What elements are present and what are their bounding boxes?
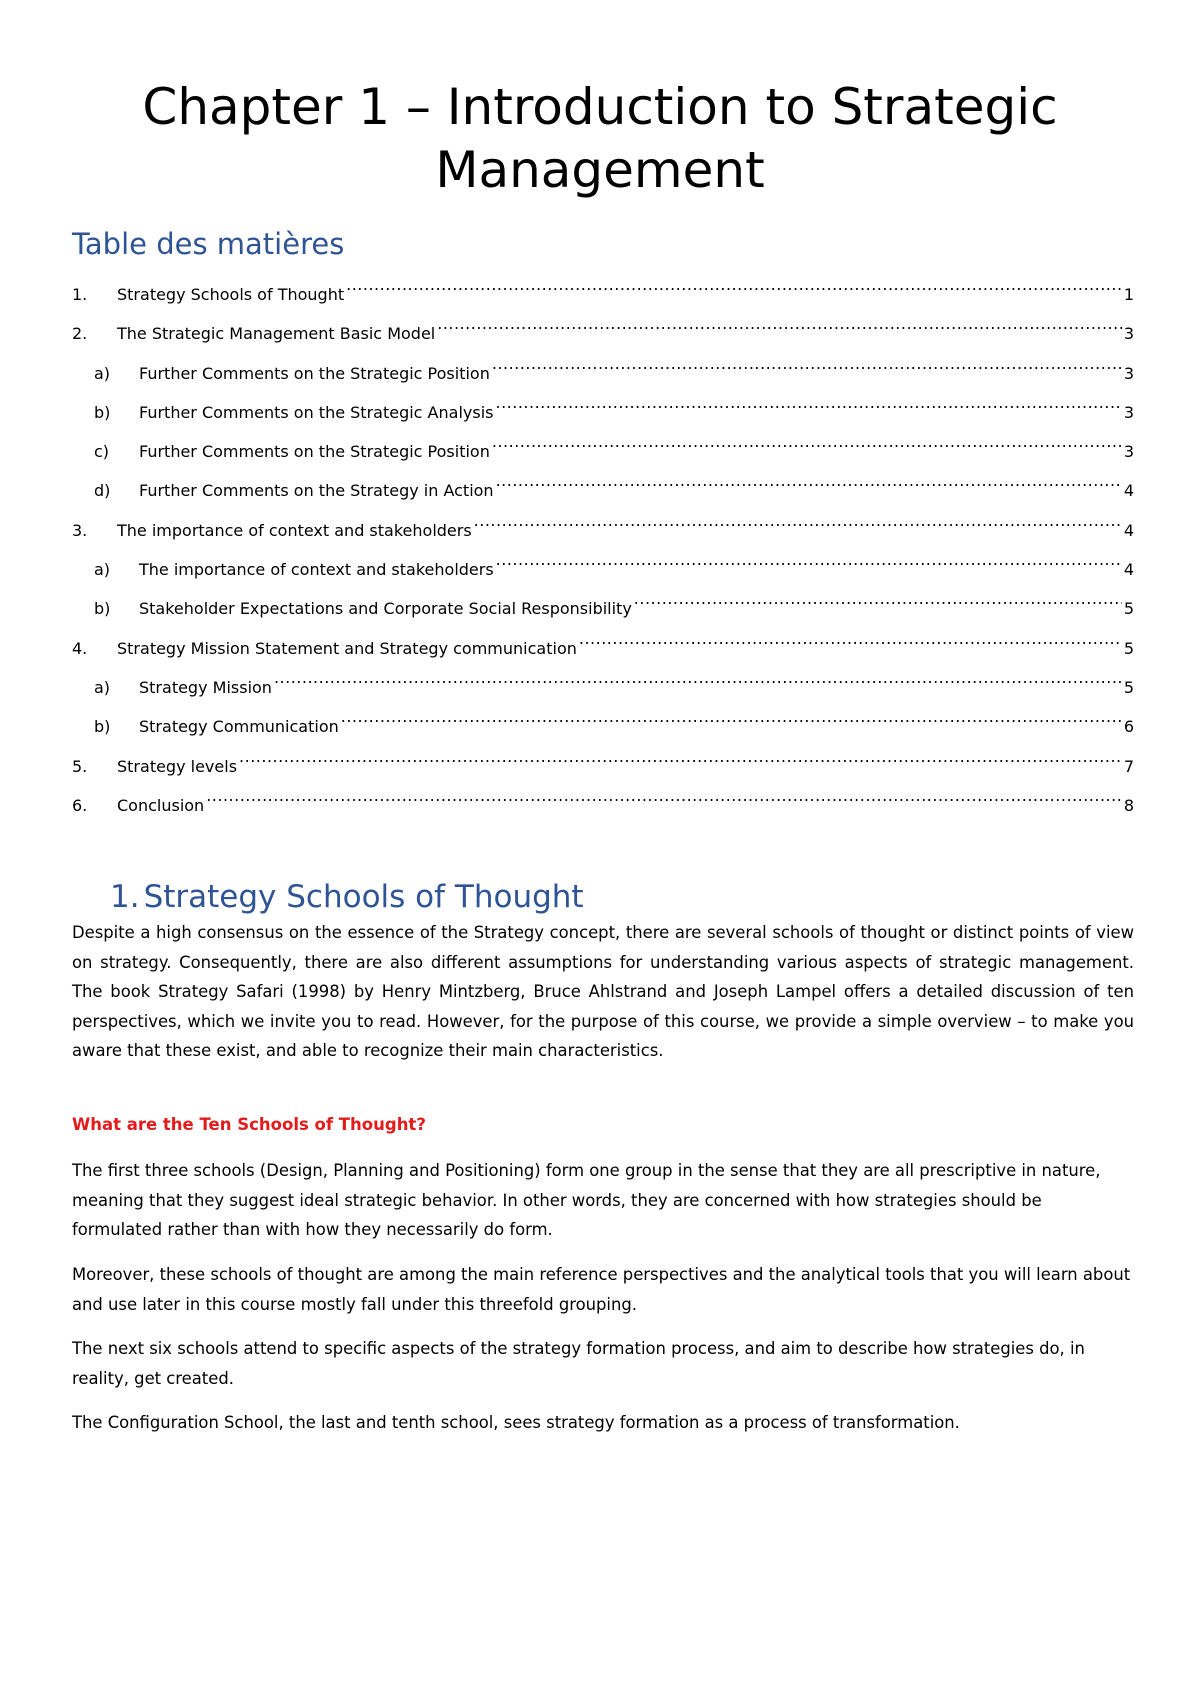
toc-entry-label: Further Comments on the Strategy in Action: [139, 481, 494, 501]
toc-entry-page: 5: [1123, 638, 1134, 658]
toc-entry-number: c): [94, 442, 110, 462]
section-heading: [110, 878, 584, 916]
toc-leader-dots: [496, 466, 1122, 496]
toc-entry[interactable]: [72, 309, 1134, 348]
toc-entry-number: 1.: [72, 285, 88, 304]
toc-entry[interactable]: [72, 742, 1134, 781]
toc-entry-number: 6.: [72, 795, 88, 815]
toc-entry-page: 1: [1123, 285, 1134, 304]
toc-leader-dots: [206, 781, 1122, 811]
toc-entry-label: Strategy Mission Statement and Strategy communication: [117, 638, 577, 658]
toc-entry-page: 7: [1123, 756, 1134, 776]
toc-entry-number: a): [94, 363, 111, 383]
toc-entry-number: b): [94, 402, 111, 422]
toc-entry-label: Further Comments on the Strategic Position: [139, 363, 490, 383]
toc-entry[interactable]: [72, 270, 1134, 309]
toc-entry[interactable]: [72, 624, 1134, 663]
toc-entry-page: 3: [1123, 324, 1134, 344]
body-paragraph: The first three schools (Design, Planning and Positioning) form one group in the sense that they are all prescriptive in nature, meaning that they suggest ideal strategic behavior. In other words, they are concerned with how strategies should be formulated rather than with how they necessarily do form.: [72, 1161, 1101, 1239]
toc-entry-label: The Strategic Management Basic Model: [117, 324, 436, 344]
toc-entry-number: 3.: [72, 520, 88, 540]
body-paragraph: The Configuration School, the last and tenth school, sees strategy formation as a process of transformation.: [72, 1413, 960, 1432]
toc-leader-dots: [492, 349, 1122, 379]
section-number: 1.: [110, 879, 140, 915]
toc-entry[interactable]: [72, 506, 1134, 545]
toc-entry-label: Strategy Communication: [139, 717, 339, 737]
toc-entry[interactable]: [72, 781, 1134, 820]
section-question: What are the Ten Schools of Thought?: [72, 1115, 426, 1134]
toc-entry-page: 3: [1123, 363, 1134, 383]
toc-leader-dots: [474, 506, 1122, 536]
toc-leader-dots: [579, 624, 1122, 654]
toc-entry-page: 3: [1123, 442, 1134, 462]
toc-entry[interactable]: [72, 349, 1134, 388]
toc-entry-label: Strategy Schools of Thought: [117, 285, 345, 304]
body-paragraph: The next six schools attend to specific aspects of the strategy formation process, and aim to describe how strategies do, in reality, get created.: [72, 1339, 1085, 1388]
toc-entry-number: 4.: [72, 638, 88, 658]
toc-leader-dots: [496, 545, 1122, 575]
toc-entry[interactable]: [72, 663, 1134, 702]
toc-entry[interactable]: [72, 545, 1134, 584]
toc-entry-number: d): [94, 481, 111, 501]
toc-entry-label: Stakeholder Expectations and Corporate Social Responsibility: [139, 599, 632, 619]
body-paragraph: Moreover, these schools of thought are among the main reference perspectives and the analytical tools that you will learn about and use later in this course mostly fall under this threefold grouping.: [72, 1265, 1131, 1314]
table-of-contents: [72, 270, 1134, 820]
toc-entry-label: Further Comments on the Strategic Analysis: [139, 402, 494, 422]
toc-entry-number: 5.: [72, 756, 88, 776]
toc-entry-label: Strategy levels: [117, 756, 238, 776]
toc-heading: Table des matières: [72, 227, 345, 261]
toc-leader-dots: [346, 270, 1122, 300]
toc-entry-number: b): [94, 717, 111, 737]
toc-entry-number: b): [94, 599, 111, 619]
toc-entry-label: The importance of context and stakeholders: [117, 520, 472, 540]
toc-entry-page: 8: [1123, 795, 1134, 815]
toc-entry[interactable]: [72, 388, 1134, 427]
toc-leader-dots: [634, 584, 1122, 614]
toc-leader-dots: [437, 309, 1122, 339]
toc-entry-label: Strategy Mission: [139, 677, 272, 697]
toc-entry-page: 3: [1123, 402, 1134, 422]
toc-entry-number: 2.: [72, 324, 88, 344]
toc-entry-page: 6: [1123, 717, 1134, 737]
toc-entry-label: Further Comments on the Strategic Position: [139, 442, 490, 462]
toc-entry-label: The importance of context and stakeholders: [139, 560, 494, 580]
toc-entry-page: 5: [1123, 677, 1134, 697]
section-title: Strategy Schools of Thought: [143, 879, 584, 915]
intro-paragraph: Despite a high consensus on the essence of the Strategy concept, there are several schools of thought or distinct points of view on strategy. Consequently, there are also different assumptions for understanding various aspects of strategic management. The book Strategy Safari (1998) by Henry Mintzberg, Bruce Ahlstrand and Joseph Lampel offers a detailed discussion of ten perspectives, which we invite you to read. However, for the purpose of this course, we provide a simple overview – to make you aware that these exist, and able to recognize their main characteristics.: [72, 923, 1134, 1060]
toc-entry-page: 4: [1123, 520, 1134, 540]
toc-entry-number: a): [94, 560, 111, 580]
document-title: Chapter 1 – Introduction to Strategic Management: [142, 78, 1058, 199]
toc-leader-dots: [492, 427, 1122, 457]
toc-entry[interactable]: [72, 702, 1134, 741]
toc-entry[interactable]: [72, 584, 1134, 623]
toc-leader-dots: [239, 742, 1122, 772]
toc-entry[interactable]: [72, 427, 1134, 466]
toc-entry[interactable]: [72, 466, 1134, 505]
toc-entry-page: 5: [1123, 599, 1134, 619]
toc-entry-label: Conclusion: [117, 795, 205, 815]
toc-entry-page: 4: [1123, 481, 1134, 501]
toc-leader-dots: [495, 388, 1121, 418]
toc-entry-number: a): [94, 677, 111, 697]
toc-leader-dots: [274, 663, 1122, 693]
toc-leader-dots: [341, 702, 1122, 732]
toc-entry-page: 4: [1123, 560, 1134, 580]
